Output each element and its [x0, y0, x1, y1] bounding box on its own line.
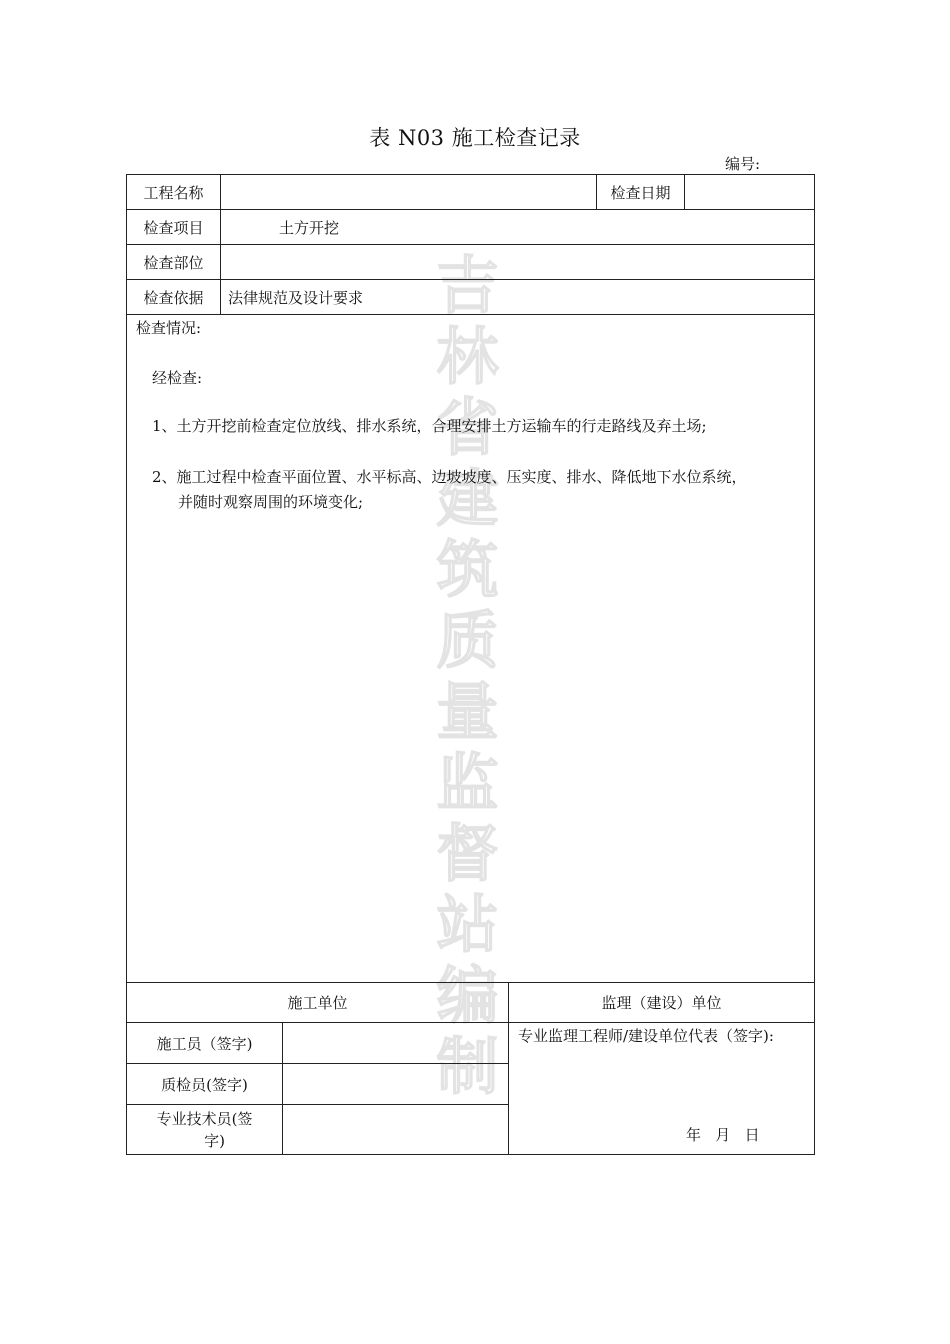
technician-label: [126, 1104, 283, 1155]
constructor-label: 施工员（签字): [126, 1022, 283, 1064]
watermark-char: 筑: [436, 533, 499, 606]
inspect-location-label: 检查部位: [126, 244, 221, 280]
supervision-unit-header: 监理（建设）单位: [508, 982, 815, 1023]
project-name-field[interactable]: [220, 174, 597, 210]
construction-unit-header: 施工单位: [126, 982, 509, 1023]
inspect-date-label: 检查日期: [596, 174, 685, 210]
watermark-char: 监: [436, 746, 499, 819]
form-title: 表 N03 施工检查记录: [369, 126, 581, 150]
inspect-item-label: 检查项目: [126, 209, 221, 245]
watermark-char: 量: [436, 675, 499, 748]
watermark-char: 督: [436, 817, 499, 890]
situation-item-1: 1、土方开挖前检查定位放线、排水系统，合理安排土方运输车的行走路线及弃土场;: [152, 417, 707, 435]
technician-label-line-1: 专业技术员(签: [156, 1109, 253, 1128]
technician-label-line-2: 字): [204, 1131, 225, 1150]
situation-label: 检查情况:: [136, 319, 202, 337]
situation-intro: 经检查:: [152, 369, 203, 387]
situation-item-2-line-1: 2、施工过程中检查平面位置、水平标高、边坡坡度、压实度、排水、降低地下水位系统，: [152, 468, 747, 486]
watermark-char: 制: [436, 1030, 499, 1103]
inspect-location-field[interactable]: [220, 244, 815, 280]
supervisor-label: 专业监理工程师/建设单位代表（签字):: [518, 1027, 774, 1045]
inspect-item-field[interactable]: 土方开挖: [220, 209, 815, 245]
watermark-char: 省: [436, 391, 499, 464]
situation-item-2-line-2: 并随时观察周围的环境变化;: [178, 493, 364, 511]
inspect-basis-label: 检查依据: [126, 279, 221, 315]
number-label: 编号:: [724, 155, 760, 173]
technician-signature-field[interactable]: [282, 1104, 509, 1155]
watermark-char: 站: [436, 888, 499, 961]
quality-inspector-label: 质检员(签字): [126, 1063, 283, 1105]
watermark-char: 编: [436, 959, 499, 1032]
watermark-char: 吉: [436, 249, 499, 322]
project-name-label: 工程名称: [126, 174, 221, 210]
quality-inspector-signature-field[interactable]: [282, 1063, 509, 1105]
signature-date: 年 月 日: [686, 1126, 760, 1144]
watermark-char: 质: [436, 604, 499, 677]
watermark-char: 林: [436, 320, 499, 393]
inspect-basis-field[interactable]: 法律规范及设计要求: [220, 279, 815, 315]
watermark-char: 建: [436, 462, 499, 535]
inspect-date-field[interactable]: [684, 174, 815, 210]
constructor-signature-field[interactable]: [282, 1022, 509, 1064]
